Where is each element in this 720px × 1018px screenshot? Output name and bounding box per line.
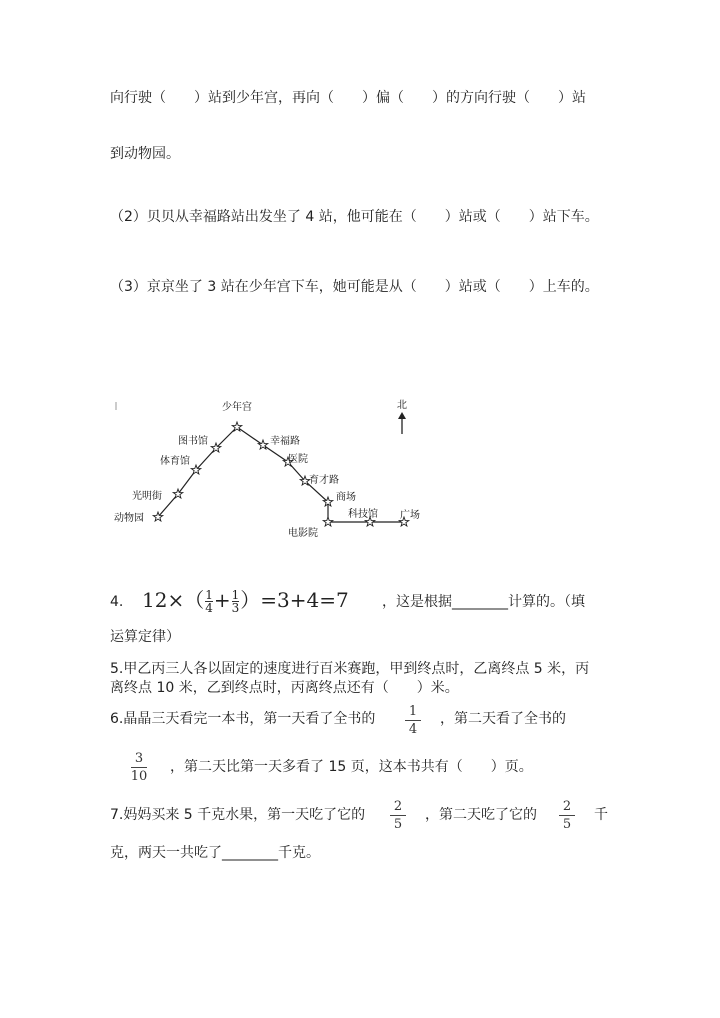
station-label: 少年宫	[222, 402, 252, 413]
station-label: 商场	[336, 492, 356, 503]
q7-text2: ，第二天吃了它的	[425, 807, 537, 823]
station-label: 幸福路	[270, 436, 300, 447]
q4-frac2-num: 1	[231, 588, 240, 602]
station-label: 广场	[400, 510, 420, 521]
q4-frac1-num: 1	[205, 588, 213, 602]
q4-number: 4.	[110, 594, 124, 610]
q6-frac1-num: 1	[408, 704, 418, 719]
station-label: 电影院	[288, 528, 318, 539]
station-label: 科技馆	[348, 509, 378, 520]
q7-frac1-den: 5	[393, 817, 403, 832]
q7-fraction-2	[556, 799, 578, 832]
station-label: 光明街	[132, 491, 162, 502]
q7-line2: 克，两天一共吃了________千克。	[110, 845, 320, 861]
q6-text2: ，第二天看了全书的	[440, 711, 566, 727]
q4-text: ，这是根据________计算的。（填	[382, 594, 585, 610]
q6-fraction-2	[128, 751, 150, 784]
q4-line2: 运算定律）	[110, 629, 180, 645]
q4-expr-lead: 12×（	[142, 588, 205, 612]
north-arrowhead-icon	[398, 412, 406, 419]
q7-text1: 7.妈妈买来 5 千克水果，第一天吃了它的	[110, 807, 366, 823]
q4-fraction-1	[205, 589, 213, 614]
q7-frac2-den: 5	[562, 817, 572, 832]
bus-route-map	[112, 390, 452, 550]
station-label: 育才路	[309, 475, 339, 486]
station-label: 动物园	[114, 513, 144, 524]
q6-frac1-den: 4	[408, 722, 418, 737]
q3-part3: （3）京京坐了 3 站在少年宫下车，她可能是从（ ）站或（ ）上车的。	[110, 279, 599, 295]
station-label: 体育馆	[160, 456, 190, 467]
star-marker	[323, 517, 333, 526]
q4-plus: +	[213, 588, 231, 612]
q4-expression	[142, 588, 349, 614]
station-label: 医院	[288, 454, 308, 465]
q7-frac1-num: 2	[393, 799, 403, 814]
q3-line2: 到动物园。	[110, 146, 180, 162]
q4-frac1-den: 4	[205, 601, 213, 615]
q7-text3: 千	[594, 807, 608, 823]
q5-line1: 5.甲乙丙三人各以固定的速度进行百米赛跑，甲到终点时，乙离终点 5 米，丙	[110, 661, 590, 677]
q6-frac2-num: 3	[134, 751, 144, 766]
q4-fraction-2	[232, 589, 240, 614]
q6-fraction-1	[402, 704, 424, 737]
station-label: 图书馆	[178, 436, 208, 447]
q3-part2: （2）贝贝从幸福路站出发坐了 4 站，他可能在（ ）站或（ ）站下车。	[110, 209, 599, 225]
north-label: 北	[397, 400, 407, 411]
q4-expr-tail: ）=3+4=7	[240, 588, 349, 612]
q6-text1: 6.晶晶三天看完一本书，第一天看了全书的	[110, 711, 376, 727]
q6-text3: ，第二天比第一天多看了 15 页，这本书共有（ ）页。	[170, 759, 533, 775]
q4-frac2-den: 3	[231, 601, 240, 615]
q7-fraction-1	[387, 799, 409, 832]
q5-line2: 离终点 10 米，乙到终点时，丙离终点还有（ ）米。	[110, 680, 459, 696]
q7-frac2-num: 2	[562, 799, 572, 814]
q6-frac2-den: 10	[130, 769, 148, 784]
q3-line1: 向行驶（ ）站到少年宫，再向（ ）偏（ ）的方向行驶（ ）站	[110, 90, 586, 106]
